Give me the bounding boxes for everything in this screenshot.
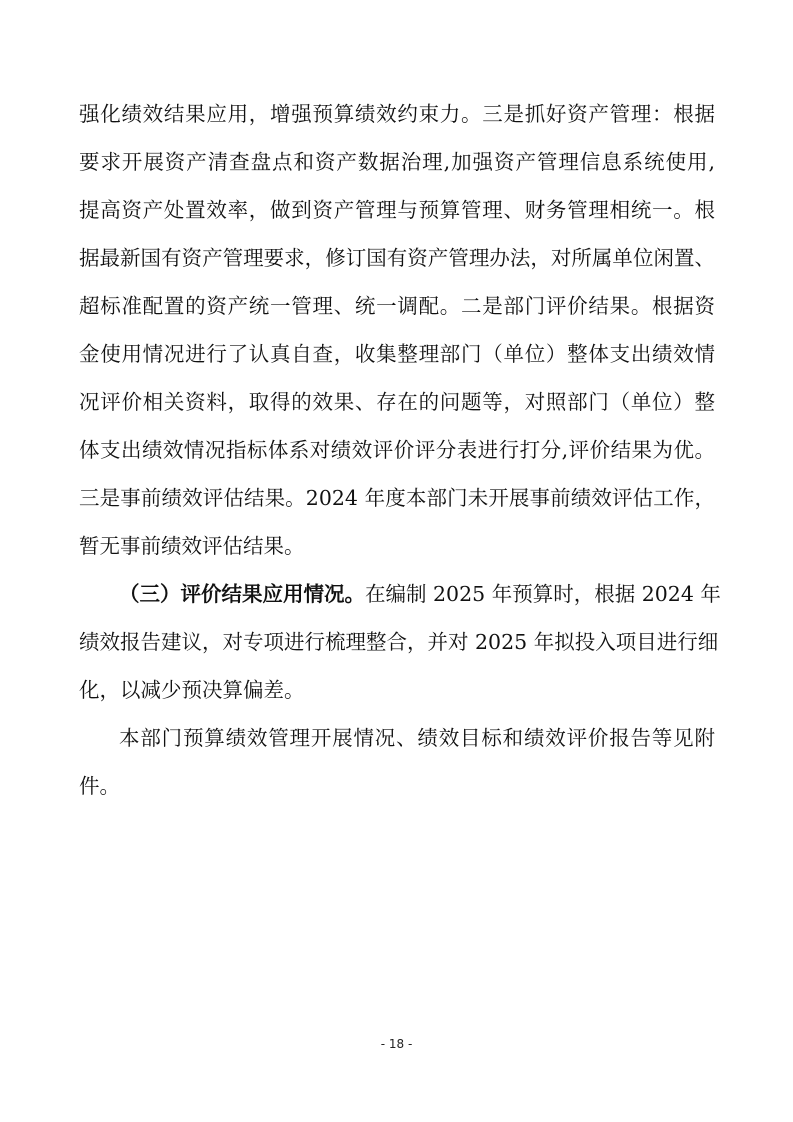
paragraph-line-6: 金使用情况进行了认真自查，收集整理部门（单位）整体支出绩效情 [79,342,715,366]
paragraph-line-2: 要求开展资产清查盘点和资产数据治理,加强资产管理信息系统使用, [79,150,715,174]
closing-line-2: 件。 [79,774,120,798]
paragraph-line-4: 据最新国有资产管理要求，修订国有资产管理办法，对所属单位闲置、 [79,246,715,270]
page-number: - 18 - [380,1037,413,1051]
paragraph-line-7: 况评价相关资料，取得的效果、存在的问题等，对照部门（单位）整 [79,390,715,414]
paragraph-line-3: 提高资产处置效率，做到资产管理与预算管理、财务管理相统一。根 [79,198,715,222]
section-3-line-3: 化，以减少预决算偏差。 [79,678,305,702]
paragraph-line-5: 超标准配置的资产统一管理、统一调配。二是部门评价结果。根据资 [79,294,715,318]
paragraph-line-8: 体支出绩效情况指标体系对绩效评价评分表进行打分,评价结果为优。 [79,438,715,462]
section-3-heading: （三）评价结果应用情况。 [119,582,365,606]
section-3-first-line-text: 在编制 2025 年预算时，根据 2024 年 [365,582,721,606]
section-3-line-2: 绩效报告建议，对专项进行梳理整合，并对 2025 年拟投入项目进行细 [79,630,719,654]
paragraph-line-9: 三是事前绩效评估结果。2024 年度本部门未开展事前绩效评估工作， [79,486,715,510]
closing-line-1: 本部门预算绩效管理开展情况、绩效目标和绩效评价报告等见附 [119,726,715,750]
paragraph-line-1: 强化绩效结果应用，增强预算绩效约束力。三是抓好资产管理：根据 [79,102,715,126]
paragraph-line-10: 暂无事前绩效评估结果。 [79,534,305,558]
section-3-line-1 [119,574,721,614]
